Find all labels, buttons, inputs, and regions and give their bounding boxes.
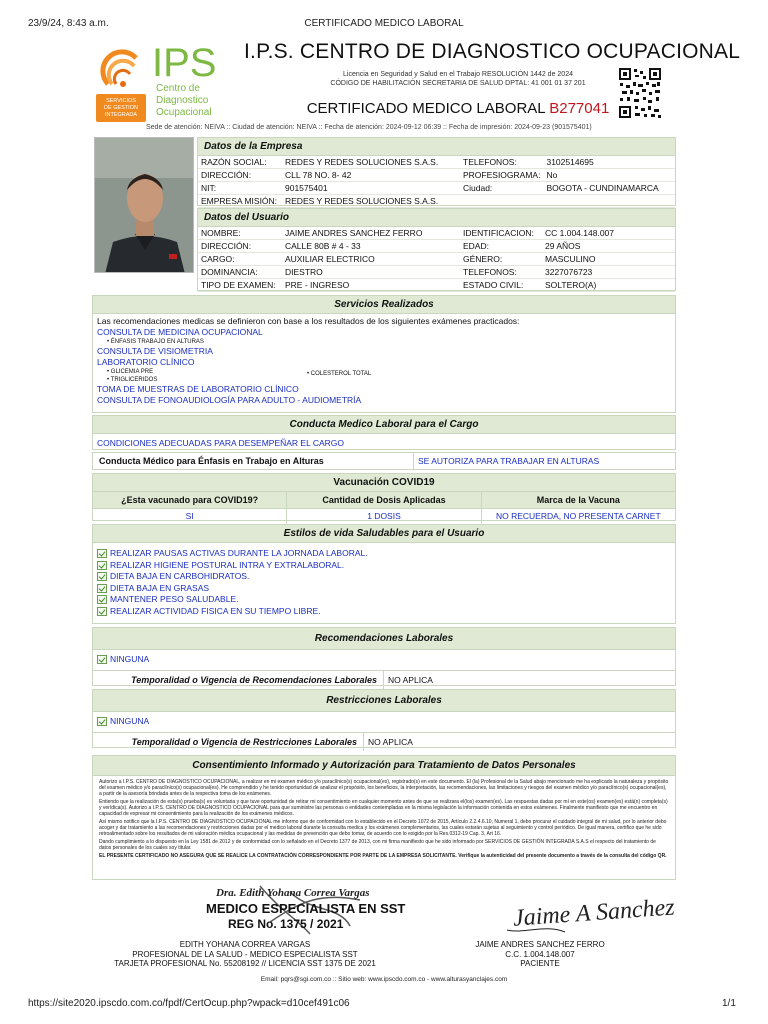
consent-paragraph: Entiendo que la realización de esta(s) prueba(s) es voluntaria y que tuve oportunidad de retirar mi consentimiento en cualquier momento antes de que se realizara el(los) examen(es). Las respuestas dadas por mí en este(os) examen(es) está(n) completa(s) y verídica(s). Autorizo a I.P.S. CENTRO DE DIAGNOSTICO OCUPACIONAL para que suministre las personas o entidades contempladas en la misma legislación la información contenida en estos exámenes. Finalmente manifiesto que me encuentro en capacidad de expresar mi consentimiento para la realización de los exámenes médicos. — [99, 799, 668, 817]
usuario-label: NOMBRE: — [198, 227, 282, 240]
doctor-stamp — [200, 882, 410, 938]
list-item-text: NINGUNA — [110, 716, 150, 726]
logo-line-3: Ocupacional — [156, 107, 212, 118]
empresa-value: 3102514695 — [543, 156, 675, 169]
table-row — [198, 279, 675, 292]
servicios-intro: Las recomendaciones medicas se definieron con base a los resultados de los siguientes exámenes practicados: — [97, 316, 520, 326]
empresa-label: DIRECCIÓN: — [198, 169, 282, 182]
service-subitem: • ÉNFASIS TRABAJO EN ALTURAS — [107, 339, 204, 345]
certificate-title-text: CERTIFICADO MEDICO LABORAL — [306, 100, 546, 117]
covid-header: Cantidad de Dosis Aplicadas — [286, 492, 480, 508]
logo-line-2: Diagnostico — [156, 95, 209, 106]
usuario-label: DOMINANCIA: — [198, 266, 282, 279]
patient-signature-text: Jaime A Sanchez — [512, 894, 676, 932]
qr-code — [618, 67, 662, 119]
consent-paragraph: Autorizo a I.P.S. CENTRO DE DIAGNOSTICO OCUPACIONAL, a realizar en mi examen médico y/o paraclínico(s) ocupacional(es), registrado(s) en este documento. El (la) Profesional de la Salud abajo mencionado me ha explicado la naturaleza y propósito del examen médico y/o paraclínico(s) ocupacional(es). He comprendido y he tenido oportunidad de analizar el propósito, los beneficios, la interpretación, las recomendaciones, las limitaciones y riesgos del examen médico y/o paraclínico(s) ocupacional(es), a partir de la asesoría brindada antes de la respectiva toma de los exámenes. — [99, 779, 669, 797]
service-subitem: • COLESTEROL TOTAL — [307, 371, 372, 377]
consentimiento-section — [92, 755, 676, 880]
covid-value: NO RECUERDA, NO PRESENTA CARNET — [481, 509, 675, 523]
recomendaciones-title: Recomendaciones Laborales — [93, 628, 675, 650]
service-subitem: • GLICEMIA PRE — [107, 369, 154, 375]
consent-paragraph: Dando cumplimiento a lo dispuesto en la Ley 1581 de 2012 y de conformidad con lo señalado en el Decreto 1377 de 2013, con mi firma manifiesto que he sido informado por SERVICIOS DE GESTIÓN INTEGRADA S.A.S el respecto del tratamiento de datos personales de los cuales soy titular. — [99, 839, 656, 851]
list-item-text: MANTENER PESO SALUDABLE. — [110, 594, 239, 604]
doctor-role: PROFESIONAL DE LA SALUD - MEDICO ESPECIALISTA SST — [132, 949, 358, 959]
usuario-value: DIESTRO — [282, 266, 460, 279]
list-item — [97, 606, 671, 618]
estilos-section — [92, 524, 676, 624]
checkbox-checked-icon — [97, 607, 107, 616]
covid-value: 1 DOSIS — [286, 509, 480, 523]
empresa-section — [197, 137, 676, 206]
estilos-section-title: Estilos de vida Saludables para el Usuario — [93, 525, 675, 543]
ips-logo — [96, 38, 234, 122]
recomendaciones-section — [92, 627, 676, 686]
print-doc-title: CERTIFICADO MEDICO LABORAL — [304, 18, 464, 29]
servicios-list — [93, 314, 675, 408]
table-row — [198, 156, 675, 169]
alturas-value: SE AUTORIZA PARA TRABAJAR EN ALTURAS — [413, 453, 675, 469]
empresa-value: 901575401 — [282, 182, 460, 195]
table-row — [198, 169, 675, 182]
table-row — [198, 182, 675, 195]
service-item: TOMA DE MUESTRAS DE LABORATORIO CLÍNICO — [97, 384, 299, 394]
usuario-value: 3227076723 — [542, 266, 675, 279]
service-item: LABORATORIO CLÍNICO — [97, 357, 195, 367]
empresa-value: CLL 78 NO. 8- 42 — [282, 169, 460, 182]
usuario-value: AUXILIAR ELECTRICO — [282, 253, 460, 266]
checkbox-checked-icon — [97, 549, 107, 558]
empresa-label: NIT: — [198, 182, 282, 195]
usuario-label: IDENTIFICACION: — [460, 227, 542, 240]
covid-value: SI — [185, 511, 194, 521]
usuario-section-title: Datos del Usuario — [198, 209, 675, 227]
usuario-label: GÉNERO: — [460, 253, 542, 266]
empresa-table — [198, 156, 675, 208]
sede-info: Sede de atención: NEIVA :: Ciudad de atención: NEIVA :: Fecha de atención: 2024-09-12 06:39 :: Fecha de impresión: 2024-09-23 (901575401) — [146, 124, 592, 131]
empresa-label: Ciudad: — [460, 182, 543, 195]
stamp-line-2: MEDICO ESPECIALISTA EN SST — [206, 901, 406, 916]
usuario-value: MASCULINO — [542, 253, 675, 266]
habilitacion-text: CÓDIGO DE HABILITACIÓN SECRETARIA DE SALUD DPTAL: 41 001 01 37 201 — [330, 80, 586, 87]
org-title: I.P.S. CENTRO DE DIAGNOSTICO OCUPACIONAL — [244, 40, 741, 63]
table-row — [198, 195, 675, 208]
logo-badge-2: DE GESTION — [104, 105, 138, 111]
page-url: https://site2020.ipscdo.com.co/fpdf/CertOcup.php?wpack=d10cef491c06 — [28, 998, 350, 1009]
list-item — [97, 594, 671, 606]
logo-line-1: Centro de — [156, 83, 200, 94]
table-row — [198, 227, 675, 240]
logo-ips-text: IPS — [152, 41, 217, 85]
footer-contact: Email: pqrs@sgi.com.co :: Sitio web: www.ipscdo.com.co - www.alturasyanclajes.com — [260, 976, 508, 983]
usuario-value: JAIME ANDRES SANCHEZ FERRO — [282, 227, 460, 240]
doctor-name: EDITH YOHANA CORREA VARGAS — [179, 940, 311, 949]
lab-col-1 — [107, 368, 307, 384]
service-subitem-text: COLESTEROL TOTAL — [310, 371, 372, 377]
empresa-label: PROFESIOGRAMA: — [460, 169, 543, 182]
empresa-label: RAZÓN SOCIAL: — [198, 156, 282, 169]
service-subitem-text: TRIGLICERIDOS — [110, 377, 158, 383]
list-item-text: REALIZAR HIGIENE POSTURAL INTRA Y EXTRALABORAL. — [110, 559, 345, 570]
stamp-line-3: REG No. 1375 / 2021 — [228, 917, 344, 931]
lab-subitems — [97, 368, 671, 384]
empresa-value: BOGOTA - CUNDINAMARCA — [543, 182, 675, 195]
consent-paragraph: EL PRESENTE CERTIFICADO NO ASEGURA QUE SE REALICE LA CONTRATACIÓN CORRESPONDIENTE POR PARTE DE LA EMPRESA SOLICITANTE. Verifique la autenticidad del presente documento a través de la consulta del código QR. — [99, 853, 667, 859]
certificate-number: B277041 — [549, 100, 610, 117]
patient-signature — [505, 884, 685, 938]
usuario-label: DIRECCIÓN: — [198, 240, 282, 253]
usuario-label: TELEFONOS: — [460, 266, 542, 279]
patient-signature-block — [420, 940, 660, 969]
conducta-section-title: Conducta Medico Laboral para el Cargo — [93, 416, 675, 434]
service-item: CONSULTA DE MEDICINA OCUPACIONAL — [97, 327, 263, 337]
patient-name: JAIME ANDRES SANCHEZ FERRO — [475, 940, 605, 949]
alturas-section — [92, 452, 676, 470]
list-item — [97, 560, 671, 572]
list-item-text: DIETA BAJA EN GRASAS — [110, 582, 210, 593]
page-number: 1/1 — [722, 998, 736, 1009]
usuario-value: CALLE 80B # 4 - 33 — [282, 240, 460, 253]
checkbox-checked-icon — [97, 584, 107, 593]
patient-role: PACIENTE — [520, 959, 560, 968]
checkbox-checked-icon — [97, 595, 107, 604]
list-item — [97, 571, 671, 583]
usuario-label: ESTADO CIVIL: — [460, 279, 542, 292]
consentimiento-title: Consentimiento Informado y Autorización para Tratamiento de Datos Personales — [93, 756, 675, 776]
logo-badge-1: SERVICIOS — [106, 98, 136, 104]
service-item: CONSULTA DE VISIOMETRIA — [97, 346, 213, 356]
empresa-section-title: Datos de la Empresa — [198, 138, 675, 156]
print-datetime: 23/9/24, 8:43 a.m. — [28, 18, 109, 29]
recomendaciones-temp-label: Temporalidad o Vigencia de Recomendaciones Laborales — [131, 675, 377, 685]
doctor-license: TARJETA PROFESIONAL No. 55208192 // LICENCIA SST 1375 DE 2021 — [114, 959, 376, 968]
list-item-text: DIETA BAJA EN CARBOHIDRATOS. — [110, 571, 250, 581]
stamp-line-1: Dra. Edith Yohana Correa Vargas — [216, 887, 370, 899]
consentimiento-text — [93, 779, 675, 859]
usuario-label: CARGO: — [198, 253, 282, 266]
usuario-label: TIPO DE EXAMEN: — [198, 279, 282, 292]
covid-section — [92, 473, 676, 521]
table-row — [198, 266, 675, 279]
checkbox-checked-icon — [97, 572, 107, 581]
list-item — [97, 548, 671, 560]
restricciones-title: Restricciones Laborales — [93, 690, 675, 712]
estilos-list — [93, 543, 675, 619]
list-item — [97, 583, 671, 595]
service-item: CONSULTA DE FONOAUDIOLOGÍA PARA ADULTO - AUDIOMETRÍA — [97, 395, 362, 405]
checkbox-checked-icon — [97, 561, 107, 570]
checkbox-checked-icon — [97, 655, 107, 664]
list-item — [93, 650, 675, 667]
covid-value-row — [93, 509, 675, 523]
conducta-value: CONDICIONES ADECUADAS PARA DESEMPEÑAR EL CARGO — [97, 438, 345, 448]
list-item-text: REALIZAR PAUSAS ACTIVAS DURANTE LA JORNADA LABORAL. — [110, 548, 368, 558]
service-subitem-text: ÉNFASIS TRABAJO EN ALTURAS — [110, 339, 204, 345]
certificate-title — [244, 100, 672, 117]
empresa-value: No — [543, 169, 675, 182]
usuario-table — [198, 227, 675, 292]
usuario-label: EDAD: — [460, 240, 542, 253]
checkbox-checked-icon — [97, 717, 107, 726]
patient-photo — [94, 137, 194, 273]
covid-header-row — [93, 492, 675, 509]
restricciones-temp-row — [93, 732, 675, 751]
recomendaciones-temp-row — [93, 670, 675, 689]
restricciones-temp-value: NO APLICA — [363, 733, 675, 751]
patient-id: C.C. 1.004.148.007 — [505, 949, 575, 959]
usuario-value: CC 1.004.148.007 — [542, 227, 675, 240]
empresa-label: TELEFONOS: — [460, 156, 543, 169]
list-item-text: NINGUNA — [110, 654, 150, 664]
usuario-value: SOLTERO(A) — [542, 279, 675, 292]
restricciones-section — [92, 689, 676, 748]
empresa-label: EMPRESA MISIÓN: — [198, 195, 282, 208]
empresa-value: REDES Y REDES SOLUCIONES S.A.S. — [282, 156, 460, 169]
usuario-section — [197, 208, 676, 291]
license-text: Licencia en Seguridad y Salud en el Trabajo RESOLUCIÓN 1442 de 2024 — [343, 71, 573, 78]
service-subitem-text: GLICEMIA PRE — [110, 369, 154, 375]
recomendaciones-temp-value: NO APLICA — [383, 671, 675, 689]
covid-header: ¿Esta vacunado para COVID19? — [121, 495, 259, 505]
servicios-section — [92, 295, 676, 413]
restricciones-temp-label: Temporalidad o Vigencia de Restricciones Laborales — [131, 737, 357, 747]
usuario-value: PRE - INGRESO — [282, 279, 460, 292]
covid-title: Vacunación COVID19 — [93, 474, 675, 492]
servicios-section-title: Servicios Realizados — [93, 296, 675, 314]
consent-paragraph: Así mismo notifico que la I.P.S. CENTRO DE DIAGNOSTICO OCUPACIONAL me informo que de conformidad con lo establecido en el Decreto 1072 de 2015, Artículo 2.2.4.6.10, Numeral 1, debo procurar el cuidado integral de mi salud, por lo anterior debo acoger y dar tratamiento a las recomendaciones y restricciones dadas por el medico laboral durante la consulta medica y los exámenes complementarios, las cuales estarán sujetas al seguimiento y control periódico. De igual manera, certifico que he sido retroalimentado sobre los resultados de mi valoración médica ocupacional y las medidas de prevención que debo tomar, de acuerdo con lo exigido por la Res.0312-19 Cap. 3, Art 16. — [99, 819, 667, 837]
table-row — [198, 253, 675, 266]
empresa-value: REDES Y REDES SOLUCIONES S.A.S. — [282, 195, 675, 208]
table-row — [198, 240, 675, 253]
covid-header: Marca de la Vacuna — [481, 492, 675, 508]
conducta-section — [92, 415, 676, 450]
service-subitem: • TRIGLICERIDOS — [107, 377, 158, 383]
doctor-signature-block — [90, 940, 400, 969]
list-item-text: REALIZAR ACTIVIDAD FISICA EN SU TIEMPO LIBRE. — [110, 605, 321, 616]
alturas-label: Conducta Médico para Énfasis en Trabajo en Alturas — [99, 456, 324, 466]
list-item — [93, 712, 675, 729]
logo-badge-3: INTEGRADA — [104, 112, 138, 118]
usuario-value: 29 AÑOS — [542, 240, 675, 253]
